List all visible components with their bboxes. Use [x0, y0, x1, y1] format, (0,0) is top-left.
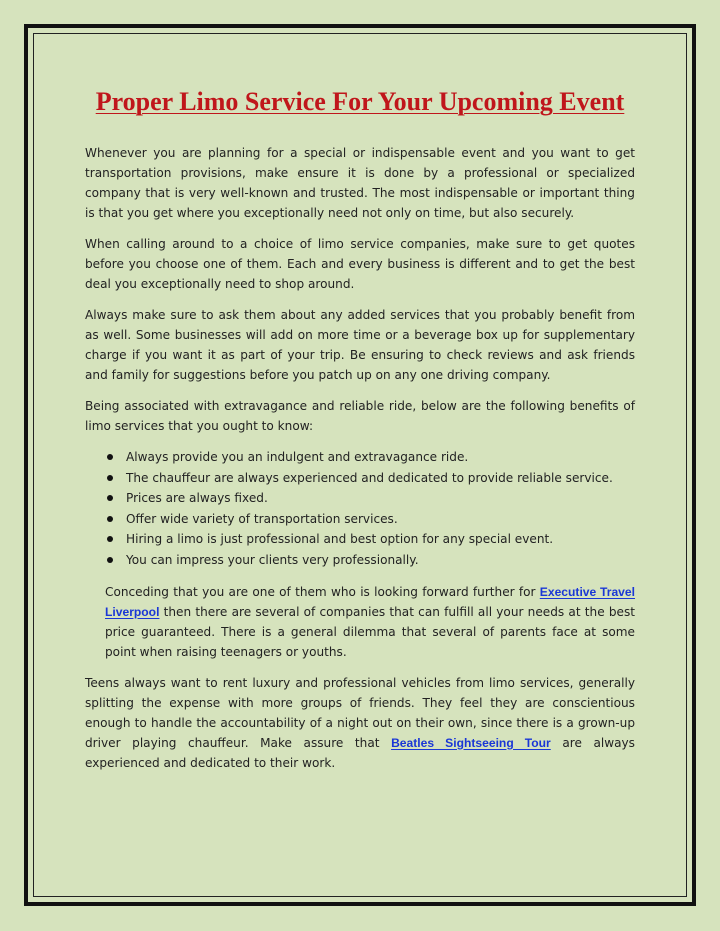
- list-item: Prices are always fixed.: [126, 488, 635, 509]
- paragraph-text: Conceding that you are one of them who is looking forward further for: [105, 584, 540, 599]
- article-body: [85, 84, 635, 784]
- list-item: Offer wide variety of transportation services.: [126, 509, 635, 530]
- list-item: You can impress your clients very professionally.: [126, 550, 635, 571]
- list-item: The chauffeur are always experienced and dedicated to provide reliable service.: [126, 468, 635, 489]
- paragraph-benefits-intro: Being associated with extravagance and reliable ride, below are the following benefits of limo services that you ought to know:: [85, 399, 635, 433]
- paragraph-quotes: When calling around to a choice of limo service companies, make sure to get quotes before you choose one of them. Each and every business is different and to get the best deal you exceptionally need to shop around.: [85, 237, 635, 291]
- paragraph-text: are always experienced and dedicated to their work.: [85, 735, 635, 770]
- list-item: Hiring a limo is just professional and best option for any special event.: [126, 529, 635, 550]
- paragraph-conceding: [105, 582, 635, 662]
- paragraph-added-services: Always make sure to ask them about any added services that you probably benefit from as well. Some businesses will add on more time or a beverage box up for supplementary charge if you want it as part of your trip. Be ensuring to check reviews and ask friends and family for suggestions before you patch up on any one driving company.: [85, 308, 635, 382]
- paragraph-intro: Whenever you are planning for a special or indispensable event and you want to get transportation provisions, make ensure it is done by a professional or specialized company that is very well-known and trusted. The most indispensable or important thing is that you get where you exceptionally need not only on time, but also securely.: [85, 146, 635, 220]
- beatles-sightseeing-tour-link[interactable]: Beatles Sightseeing Tour: [391, 735, 551, 750]
- executive-travel-liverpool-link[interactable]: Executive Travel Liverpool: [105, 584, 635, 619]
- article-title: Proper Limo Service For Your Upcoming Event: [95, 87, 625, 116]
- paragraph-text: Teens always want to rent luxury and professional vehicles from limo services, generally splitting the expense with more groups of friends. They feel they are conscientious enough to handle the accountability of a night out on their own, since there is a grown-up driver playing chauffeur. Make assure that: [85, 675, 635, 750]
- benefits-list: [85, 447, 635, 571]
- paragraph-text: then there are several of companies that can fulfill all your needs at the best price guaranteed. There is a general dilemma that several of parents face at some point when raising teenagers or youths.: [105, 604, 635, 659]
- list-item: Always provide you an indulgent and extravagance ride.: [126, 447, 635, 468]
- paragraph-teens: [85, 673, 635, 773]
